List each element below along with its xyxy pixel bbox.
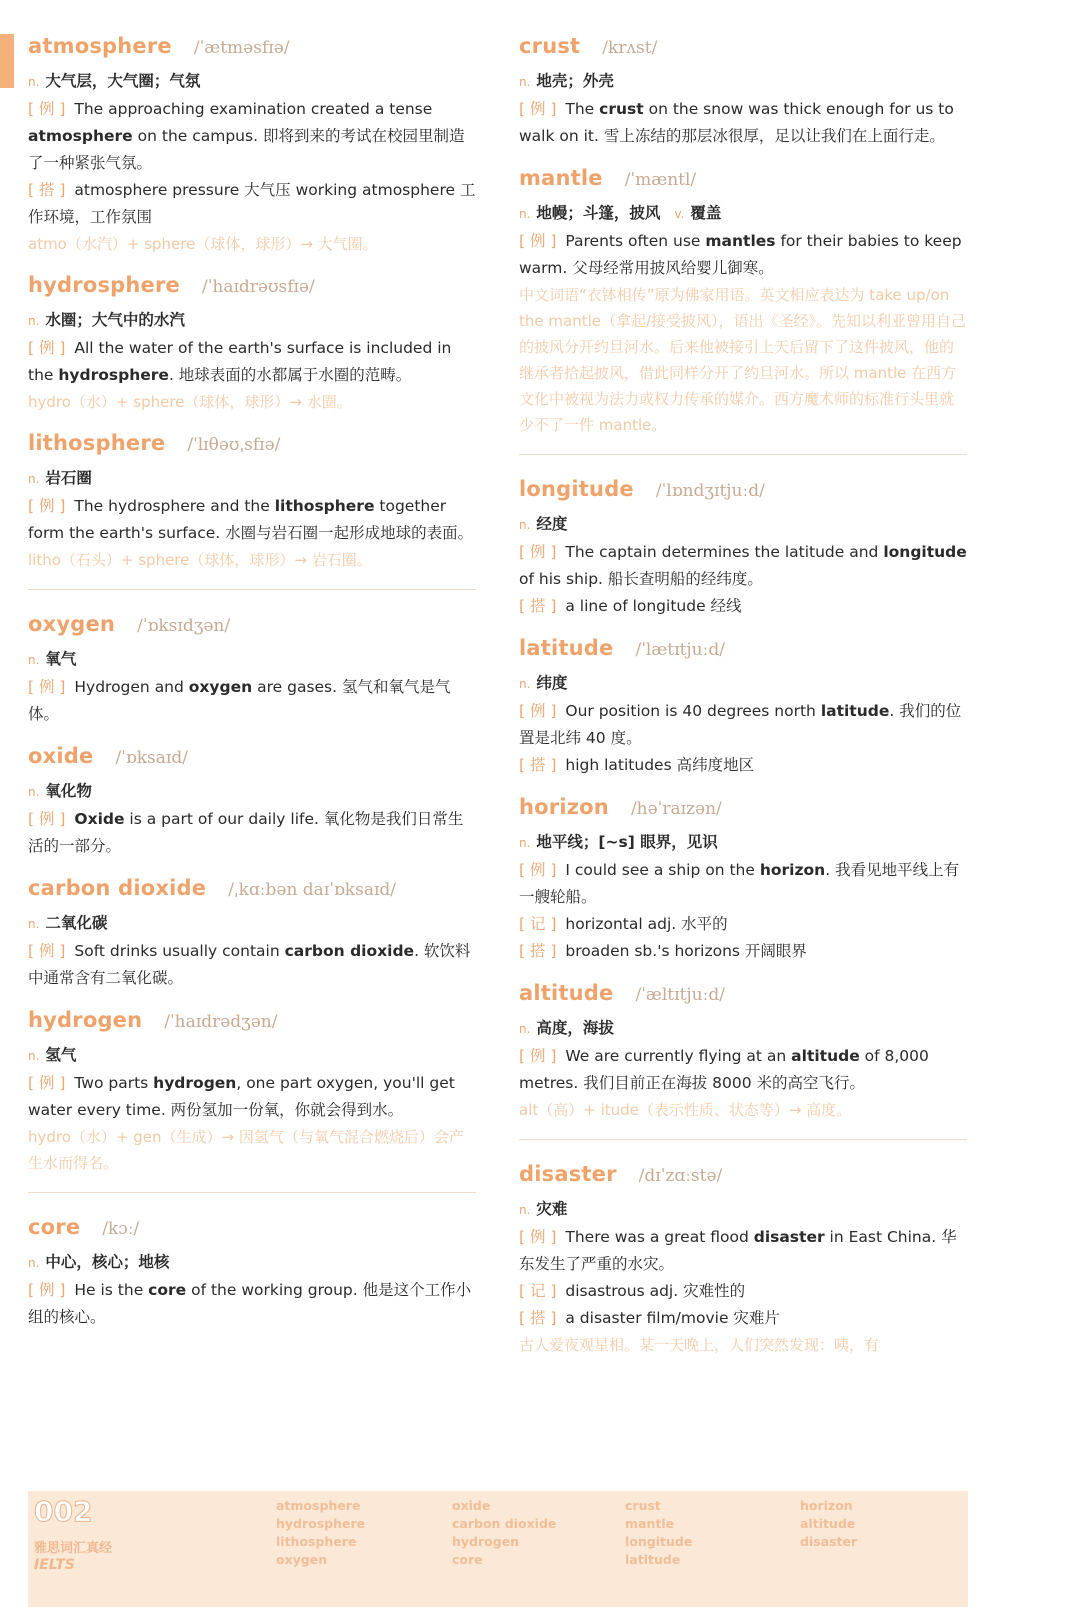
- phonetic: /krʌst/: [602, 38, 658, 58]
- section-divider: [519, 1139, 967, 1140]
- right-column: [519, 34, 967, 1374]
- phonetic: /ˈlɒndʒɪtjuːd/: [655, 481, 765, 501]
- etymology-note: atmo（水汽）+ sphere（球体，球形）→ 大气圈。: [28, 235, 378, 253]
- entry-altitude: [519, 981, 967, 1123]
- definition: n. 灾难: [519, 1200, 568, 1218]
- example-sentence: [ 例 ] There was a great flood disaster in East China. 华东发生了严重的水灾。: [519, 1228, 957, 1273]
- definition: n. 二氧化碳: [28, 914, 108, 932]
- index-word: atmosphere: [276, 1498, 361, 1513]
- definition: n. 经度: [519, 515, 568, 533]
- headword: latitude: [519, 636, 614, 660]
- phonetic: /ˈlɪθəʊˌsfɪə/: [187, 435, 281, 455]
- headword: oxide: [28, 744, 94, 768]
- phonetic: /ˈhaɪdrədʒən/: [164, 1012, 278, 1032]
- phonetic: /ˌkɑːbən daɪˈɒksaɪd/: [228, 880, 397, 900]
- collocation: [ 搭 ] high latitudes 高纬度地区: [519, 756, 755, 774]
- word-index-column-4: [800, 1497, 857, 1551]
- definition: n. 大气层，大气圈；气氛: [28, 72, 201, 90]
- example-sentence: [ 例 ] We are currently flying at an altitude of 8,000 metres. 我们目前正在海拔 8000 米的高空飞行。: [519, 1047, 929, 1092]
- entry-latitude: [519, 636, 967, 779]
- index-word: hydrogen: [452, 1534, 520, 1549]
- entry-core: [28, 1215, 476, 1331]
- phonetic: /ˈhaɪdrəʊsfɪə/: [201, 277, 315, 297]
- example-sentence: [ 例 ] The approaching examination created a tense atmosphere on the campus. 即将到来的考试在校园里制造了一种紧张气氛。: [28, 100, 465, 172]
- etymology-note: alt（高）+ itude（表示性质、状态等）→ 高度。: [519, 1101, 852, 1119]
- left-column: [28, 34, 476, 1347]
- index-word: horizon: [800, 1498, 853, 1513]
- collocation: [ 搭 ] a disaster film/movie 灾难片: [519, 1309, 780, 1327]
- index-word: oxygen: [276, 1552, 328, 1567]
- example-sentence: [ 例 ] Hydrogen and oxygen are gases. 氢气和氧气是气体。: [28, 678, 451, 723]
- example-sentence: [ 例 ] Soft drinks usually contain carbon dioxide. 软饮料中通常含有二氧化碳。: [28, 942, 471, 987]
- memory-tip: [ 记 ] horizontal adj. 水平的: [519, 915, 728, 933]
- culture-note: 中文词语“衣钵相传”原为佛家用语。英文相应表达为 take up/on the mantle（拿起/接受披风），语出《圣经》。先知以利亚曾用自己的披风分开约旦河水。后来他被接引上天后留下了这件披风，他的继承者拾起披风，借此同样分开了约旦河水。所以 mantle 在西方文化中被视为法力或权力传承的媒介。西方魔术师的标准行头里就少不了一件 mantle。: [519, 286, 967, 434]
- phonetic: /ˈlætɪtjuːd/: [635, 640, 725, 660]
- entry-crust: [519, 34, 967, 150]
- headword: crust: [519, 34, 581, 58]
- example-sentence: [ 例 ] He is the core of the working group. 他是这个工作小组的核心。: [28, 1281, 472, 1326]
- etymology-note: litho（石头）+ sphere（球体，球形）→ 岩石圈。: [28, 551, 372, 569]
- definition: n. 氧化物: [28, 782, 92, 800]
- entry-oxygen: [28, 612, 476, 728]
- book-title: 雅思词汇真经: [34, 1541, 113, 1556]
- definition: n. 水圈；大气中的水汽: [28, 311, 185, 329]
- headword: core: [28, 1215, 81, 1239]
- phonetic: /ˈɒksɪdʒən/: [137, 616, 231, 636]
- index-word: core: [452, 1552, 483, 1567]
- page-number: 002: [34, 1495, 93, 1528]
- book-subtitle: IELTS: [34, 1557, 76, 1573]
- definition: n. 氢气: [28, 1046, 77, 1064]
- phonetic: /həˈraɪzən/: [630, 799, 722, 819]
- index-word: carbon dioxide: [452, 1516, 557, 1531]
- word-index-column-2: [452, 1497, 556, 1569]
- index-word: hydrosphere: [276, 1516, 366, 1531]
- example-sentence: [ 例 ] Parents often use mantles for their babies to keep warm. 父母经常用披风给婴儿御寒。: [519, 232, 962, 277]
- headword: hydrogen: [28, 1008, 143, 1032]
- collocation: [ 搭 ] a line of longitude 经线: [519, 597, 742, 615]
- phonetic: /ˈæltɪtjuːd/: [635, 985, 725, 1005]
- index-word: mantle: [625, 1516, 675, 1531]
- definition: n. 地平线；[~s] 眼界，见识: [519, 833, 718, 851]
- story-note: 古人爱夜观星相。某一天晚上，人们突然发现：咦，有: [519, 1336, 880, 1354]
- index-word: oxide: [452, 1498, 491, 1513]
- entry-mantle: [519, 166, 967, 438]
- definition: n. 岩石圈: [28, 469, 92, 487]
- index-word: crust: [625, 1498, 661, 1513]
- section-divider: [519, 454, 967, 455]
- page-edge-tab: [0, 34, 14, 88]
- definition: n. 氧气: [28, 650, 77, 668]
- headword: longitude: [519, 477, 634, 501]
- phonetic: /ˈmæntl/: [624, 170, 697, 190]
- etymology-note: hydro（水）+ gen（生成）→ 因氢气（与氧气混合燃烧后）会产生水而得名。: [28, 1128, 464, 1172]
- example-sentence: [ 例 ] All the water of the earth's surface is included in the hydrosphere. 地球表面的水都属于水圈的范畴。: [28, 339, 452, 384]
- headword: horizon: [519, 795, 609, 819]
- headword: mantle: [519, 166, 603, 190]
- entry-carbon-dioxide: [28, 876, 476, 992]
- headword: disaster: [519, 1162, 617, 1186]
- headword: altitude: [519, 981, 614, 1005]
- entry-horizon: [519, 795, 967, 965]
- definition: n. 高度，海拔: [519, 1019, 614, 1037]
- definition: n. 地壳；外壳: [519, 72, 614, 90]
- headword: atmosphere: [28, 34, 172, 58]
- definition: n. 地幔；斗篷，披风 v. 覆盖: [519, 204, 722, 222]
- phonetic: /ˈɒksaɪd/: [115, 748, 188, 768]
- example-sentence: [ 例 ] I could see a ship on the horizon. 我看见地平线上有一艘轮船。: [519, 861, 960, 906]
- definition: n. 纬度: [519, 674, 568, 692]
- phonetic: /ˈætməsfɪə/: [193, 38, 290, 58]
- phonetic: /kɔː/: [102, 1219, 140, 1239]
- entry-longitude: [519, 477, 967, 620]
- entry-oxide: [28, 744, 476, 860]
- section-divider: [28, 1192, 476, 1193]
- collocation: [ 搭 ] broaden sb.'s horizons 开阔眼界: [519, 942, 807, 960]
- example-sentence: [ 例 ] The captain determines the latitude and longitude of his ship. 船长查明船的经纬度。: [519, 543, 967, 588]
- index-word: lithosphere: [276, 1534, 357, 1549]
- collocation: [ 搭 ] atmosphere pressure 大气压 working atmosphere 工作环境，工作氛围: [28, 181, 476, 226]
- definition: n. 中心，核心；地核: [28, 1253, 170, 1271]
- memory-tip: [ 记 ] disastrous adj. 灾难性的: [519, 1282, 746, 1300]
- entry-hydrosphere: [28, 273, 476, 415]
- word-index-column-3: [625, 1497, 692, 1569]
- page-footer: [28, 1491, 968, 1607]
- index-word: disaster: [800, 1534, 858, 1549]
- entry-lithosphere: [28, 431, 476, 573]
- index-word: altitude: [800, 1516, 856, 1531]
- etymology-note: hydro（水）+ sphere（球体，球形）→ 水圈。: [28, 393, 352, 411]
- headword: oxygen: [28, 612, 116, 636]
- section-divider: [28, 589, 476, 590]
- headword: carbon dioxide: [28, 876, 207, 900]
- headword: hydrosphere: [28, 273, 180, 297]
- word-index-column-1: [276, 1497, 365, 1569]
- example-sentence: [ 例 ] Oxide is a part of our daily life. 氧化物是我们日常生活的一部分。: [28, 810, 464, 855]
- entry-hydrogen: [28, 1008, 476, 1176]
- phonetic: /dɪˈzɑːstə/: [638, 1166, 723, 1186]
- entry-atmosphere: [28, 34, 476, 257]
- example-sentence: [ 例 ] Our position is 40 degrees north latitude. 我们的位置是北纬 40 度。: [519, 702, 962, 747]
- example-sentence: [ 例 ] The hydrosphere and the lithosphere together form the earth's surface. 水圈与岩石圈一起形成地球的表面。: [28, 497, 474, 542]
- example-sentence: [ 例 ] The crust on the snow was thick enough for us to walk on it. 雪上冻结的那层冰很厚，足以让我们在上面行走。: [519, 100, 954, 145]
- index-word: longitude: [625, 1534, 693, 1549]
- index-word: latitude: [625, 1552, 681, 1567]
- entry-disaster: [519, 1162, 967, 1358]
- headword: lithosphere: [28, 431, 166, 455]
- example-sentence: [ 例 ] Two parts hydrogen, one part oxygen, you'll get water every time. 两份氢加一份氧，你就会得到水。: [28, 1074, 455, 1119]
